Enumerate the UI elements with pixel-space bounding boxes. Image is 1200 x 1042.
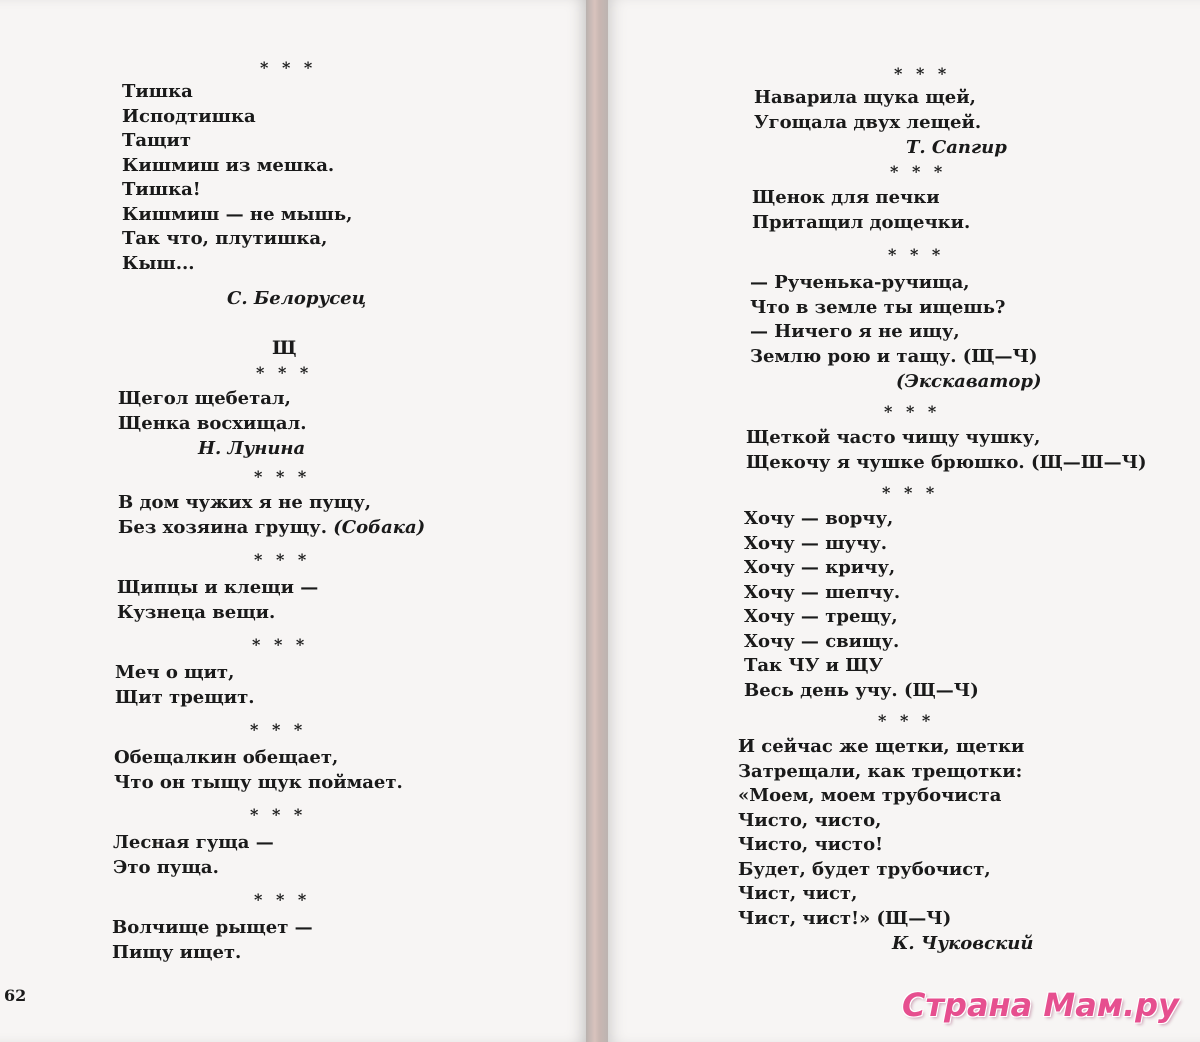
poem-line: Щенок для печки bbox=[752, 187, 940, 208]
poem-line: Щеткой часто чищу чушку, bbox=[746, 427, 1041, 448]
poem-line: «Моем, моем трубочиста bbox=[738, 785, 1002, 806]
poem-line: Хочу — ворчу, bbox=[744, 508, 894, 529]
site-watermark-logo: Страна Мам.ру bbox=[902, 986, 1179, 1024]
poem-line: Что он тыщу щук поймает. bbox=[114, 771, 403, 793]
poem-line: Щегол щебетал, bbox=[118, 388, 291, 409]
book-gutter bbox=[586, 0, 608, 1042]
poem-line: Землю рою и тащу. (Щ—Ч) bbox=[750, 345, 1038, 367]
poem-line: Хочу — шучу. bbox=[744, 532, 888, 554]
poem-line: Волчище рыщет — bbox=[112, 917, 313, 938]
section-separator: * * * bbox=[882, 483, 939, 502]
poem-line: Кузнеца вещи. bbox=[117, 601, 276, 623]
poem-line: Так ЧУ и ЩУ bbox=[744, 655, 884, 676]
poem-line: Хочу — свищу. bbox=[744, 630, 900, 652]
poem-author: Н. Лунина bbox=[198, 438, 306, 459]
section-separator: * * * bbox=[254, 550, 311, 569]
poem-line: Что в земле ты ищешь? bbox=[750, 296, 1006, 318]
riddle-answer: (Собака) bbox=[333, 516, 426, 538]
section-separator: * * * bbox=[894, 64, 951, 83]
poem-line: — Рученька-ручища, bbox=[750, 272, 970, 293]
section-separator: * * * bbox=[254, 890, 311, 909]
left-page-text bbox=[112, 56, 442, 965]
riddle-answer: (Экскаватор) bbox=[896, 371, 1042, 392]
poem-line: Тишка! bbox=[122, 179, 201, 200]
section-separator: * * * bbox=[254, 467, 311, 486]
poem-line: Кыш... bbox=[122, 252, 195, 274]
poem-line: Лесная гуща — bbox=[113, 832, 274, 853]
poem-line: Хочу — кричу, bbox=[744, 557, 896, 578]
poem-line: Обещалкин обещает, bbox=[114, 747, 339, 768]
section-separator: * * * bbox=[878, 711, 935, 730]
poem-line: Так что, плутишка, bbox=[122, 228, 328, 249]
poem-line: Кишмиш из мешка. bbox=[122, 154, 335, 176]
poem-line: Исподтишка bbox=[122, 105, 256, 127]
section-separator: * * * bbox=[890, 162, 947, 181]
poem-line: Это пуща. bbox=[113, 856, 219, 878]
poem-line: Хочу — трещу, bbox=[744, 606, 898, 627]
section-separator: * * * bbox=[888, 245, 945, 264]
poem-line: Щекочу я чушке брюшко. (Щ—Ш—Ч) bbox=[746, 451, 1147, 473]
poem-line: Щипцы и клещи — bbox=[117, 577, 319, 598]
poem-line: Пищу ищет. bbox=[112, 941, 242, 963]
poem-line: Чист, чист!» (Щ—Ч) bbox=[738, 907, 952, 929]
poem-line bbox=[118, 516, 442, 541]
poem-line: Тащит bbox=[122, 130, 192, 151]
poem-line: Чисто, чисто, bbox=[738, 809, 882, 831]
section-separator: * * * bbox=[252, 635, 309, 654]
poem-line: Меч о щит, bbox=[115, 662, 235, 683]
poem-author: Т. Сапгир bbox=[906, 137, 1007, 158]
poem-line: Затрещали, как трещотки: bbox=[738, 760, 1023, 782]
poem-line: — Ничего я не ищу, bbox=[750, 321, 960, 342]
poem-line: Чист, чист, bbox=[738, 883, 858, 904]
right-page-text bbox=[734, 62, 1174, 956]
section-separator: * * * bbox=[250, 720, 307, 739]
poem-line: Наварила щука щей, bbox=[754, 87, 976, 108]
poem-line: Тишка bbox=[122, 81, 193, 102]
section-separator: * * * bbox=[260, 58, 317, 77]
section-separator: * * * bbox=[256, 363, 313, 382]
poem-author: С. Белорусец bbox=[227, 288, 367, 309]
section-letter-heading: Щ bbox=[272, 337, 297, 359]
poem-line: Щит трещит. bbox=[115, 686, 255, 708]
poem-line: Притащил дощечки. bbox=[752, 211, 971, 233]
page-number: 62 bbox=[4, 986, 27, 1005]
poem-line: Весь день учу. (Щ—Ч) bbox=[744, 679, 979, 701]
poem-line: Будет, будет трубочист, bbox=[738, 858, 991, 880]
poem-line: Щенка восхищал. bbox=[118, 412, 307, 434]
poem-line: Угощала двух лещей. bbox=[754, 111, 982, 133]
poem-line: И сейчас же щетки, щетки bbox=[738, 736, 1025, 757]
poem-line: В дом чужих я не пущу, bbox=[118, 492, 372, 513]
section-separator: * * * bbox=[250, 805, 307, 824]
poem-line: Хочу — шепчу. bbox=[744, 581, 901, 603]
poem-author: К. Чуковский bbox=[892, 933, 1034, 954]
poem-line: Чисто, чисто! bbox=[738, 834, 883, 855]
section-separator: * * * bbox=[884, 402, 941, 421]
poem-line: Кишмиш — не мышь, bbox=[122, 203, 353, 225]
poem-line-text: Без хозяина грущу. bbox=[118, 516, 334, 538]
